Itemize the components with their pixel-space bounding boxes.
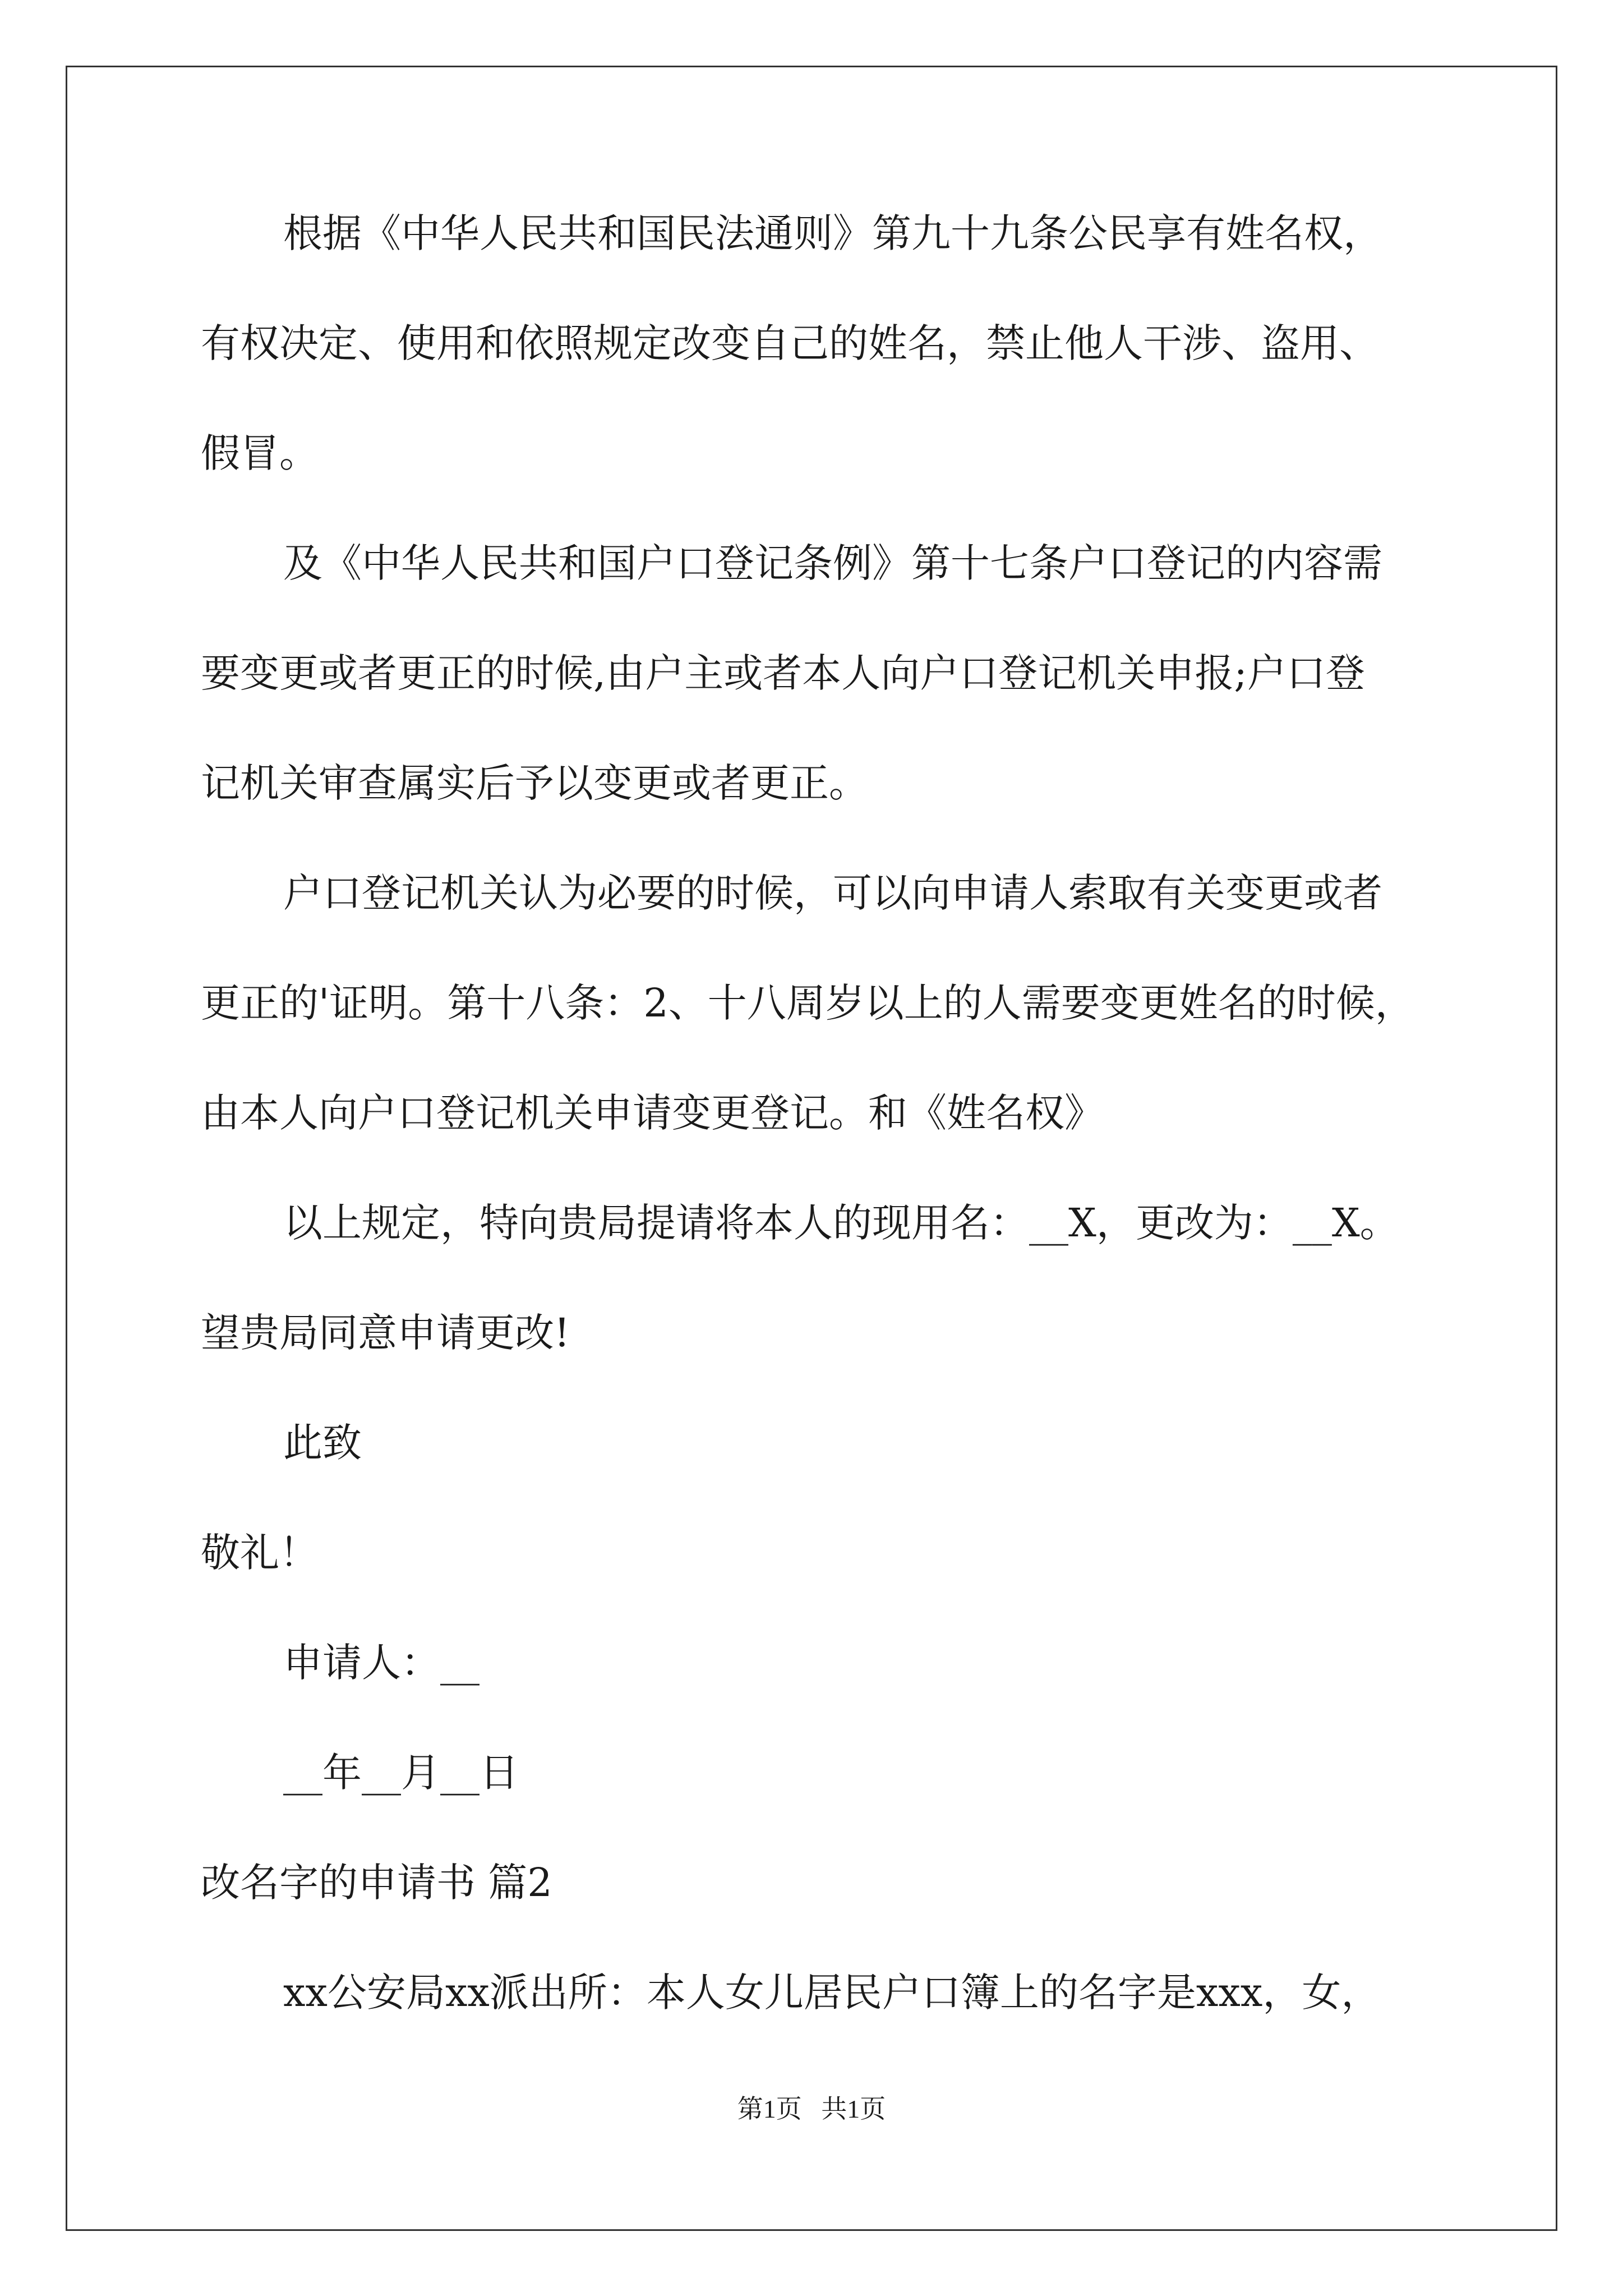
section-heading: 改名字的申请书 篇2 xyxy=(201,1860,552,1906)
body-line-8: 更正的'证明。第十八条：2、十八周岁以上的人需要变更姓名的时候， xyxy=(201,980,1414,1026)
body-line-9: 由本人向户口登记机关申请变更登记。和《姓名权》 xyxy=(201,1090,1104,1136)
body-line-1: 根据《中华人民共和国民法通则》第九十九条公民享有姓名权， xyxy=(283,210,1382,256)
applicant-line: 申请人：__ xyxy=(283,1640,479,1686)
body-line-6: 记机关审查属实后予以变更或者更正。 xyxy=(201,760,868,806)
body-line-12: xx公安局xx派出所：本人女儿居民户口簿上的名字是xxx，女， xyxy=(283,1970,1381,2016)
body-line-11: 望贵局同意申请更改! xyxy=(201,1310,570,1356)
body-line-10: 以上规定，特向贵局提请将本人的现用名：__X，更改为：__X。 xyxy=(283,1200,1399,1246)
body-line-3: 假冒。 xyxy=(201,430,319,476)
closing-line: 敬礼！ xyxy=(201,1530,319,1576)
salutation-line: 此致 xyxy=(283,1420,362,1466)
date-line: __年__月__日 xyxy=(283,1750,519,1796)
page-footer: 第1页 共1页 xyxy=(737,2095,886,2123)
body-line-5: 要变更或者更正的时候,由户主或者本人向户口登记机关申报;户口登 xyxy=(201,650,1365,696)
body-line-4: 及《中华人民共和国户口登记条例》第十七条户口登记的内容需 xyxy=(283,540,1382,586)
body-line-7: 户口登记机关认为必要的时候，可以向申请人索取有关变更或者 xyxy=(283,870,1382,916)
body-line-2: 有权决定、使用和依照规定改变自己的姓名，禁止他人干涉、盗用、 xyxy=(201,320,1378,366)
